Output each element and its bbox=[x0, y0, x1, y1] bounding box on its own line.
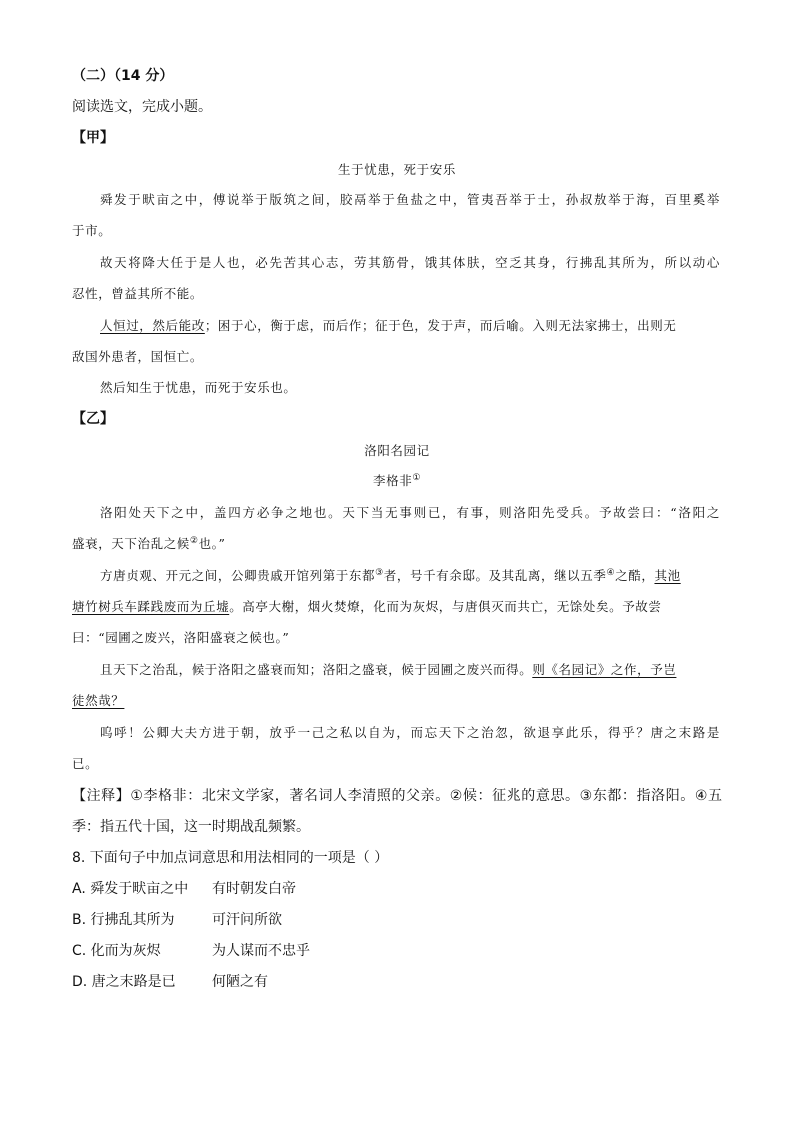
yi-para4-line2: 已。 bbox=[72, 756, 99, 771]
note-marker-3: ③ bbox=[375, 567, 384, 578]
yi-para2-line1 bbox=[100, 566, 750, 586]
yi-para2-line2 bbox=[72, 597, 722, 617]
note-marker-2: ② bbox=[189, 535, 199, 546]
note-marker-4: ④ bbox=[606, 567, 616, 578]
option-a-right: 有时朝发白帝 bbox=[212, 881, 296, 897]
option-d-right: 何陋之有 bbox=[212, 974, 268, 990]
yi-para1-end: 也。” bbox=[198, 536, 226, 551]
underlined-sentence-3a: 则《名园记》之作，予岂 bbox=[532, 662, 677, 677]
jia-para2-line1: 故天将降大任于是人也，必先苦其心志，劳其筋骨，饿其体肤，空乏其身，行拂乱其所为，所以动心 bbox=[100, 255, 720, 270]
yi-para1-line2 bbox=[72, 534, 722, 554]
yi-para2-text: 方唐贞观、开元之间，公卿贵戚开馆列第于东都 bbox=[100, 568, 376, 583]
option-a[interactable] bbox=[72, 879, 722, 899]
instruction: 阅读选文，完成小题。 bbox=[72, 99, 212, 115]
yi-para3-line2 bbox=[72, 691, 722, 711]
author-name: 李格非 bbox=[373, 473, 413, 488]
jia-para1-line2: 于市。 bbox=[72, 223, 112, 238]
passage-jia-title: 生于忧患，死于安乐 bbox=[338, 162, 456, 177]
underlined-sentence: 人恒过，然后能改 bbox=[100, 318, 205, 333]
notes-line2: 季：指五代十国，这一时期战乱频繁。 bbox=[72, 819, 310, 835]
yi-para4-line1: 呜呼！公卿大夫方进于朝，放乎一己之私以自为，而忘天下之治忽，欲退享此乐，得乎？唐之末路是 bbox=[100, 725, 720, 740]
jia-para3-rest: ；困于心，衡于虑，而后作；征于色，发于声，而后喻。入则无法家拂士，出则无 bbox=[204, 318, 677, 333]
yi-para1-line1: 洛阳处天下之中，盖四方必争之地也。天下当无事则已，有事，则洛阳先受兵。予故尝曰：“洛阳之 bbox=[100, 505, 720, 520]
passage-yi-author bbox=[72, 471, 722, 491]
option-c-right: 为人谋而不忠乎 bbox=[212, 943, 310, 959]
underlined-sentence-2b: 塘竹树兵车蹂践废而为丘墟 bbox=[72, 599, 230, 614]
underlined-sentence-2a: 其池 bbox=[654, 568, 681, 583]
yi-para2-mid: 者，号千有余邸。及其乱离，继以五季 bbox=[383, 568, 607, 583]
option-d[interactable] bbox=[72, 972, 722, 992]
jia-para2-line2: 忍性，曾益其所不能。 bbox=[72, 286, 204, 301]
yi-para2-rest: 。高亭大榭，烟火焚燎，化而为灰烬，与唐俱灭而共亡，无馀处矣。予故尝 bbox=[229, 599, 662, 614]
yi-para3-text: 且天下之治乱，候于洛阳之盛衰而知；洛阳之盛衰，候于园圃之废兴而得。 bbox=[100, 662, 533, 677]
yi-para2-mid2: 之酷， bbox=[615, 568, 655, 583]
yi-para3-line1 bbox=[100, 660, 750, 680]
author-note-marker: ① bbox=[412, 472, 421, 483]
option-b-left: B. 行拂乱其所为 bbox=[72, 912, 175, 928]
yi-para1-text: 盛衰，天下治乱之候 bbox=[72, 536, 190, 551]
passage-yi-title: 洛阳名园记 bbox=[364, 443, 430, 458]
option-c-left: C. 化而为灰烬 bbox=[72, 943, 161, 959]
option-c[interactable] bbox=[72, 941, 722, 961]
underlined-sentence-3b: 徒然哉？ bbox=[72, 693, 125, 708]
jia-para3-line2: 敌国外患者，国恒亡。 bbox=[72, 349, 204, 364]
yi-para2-line3: 曰：“园圃之废兴，洛阳盛衰之候也。” bbox=[72, 630, 290, 645]
jia-para3-line1 bbox=[100, 316, 750, 336]
question-stem: 8. 下面句子中加点词意思和用法相同的一项是（ ） bbox=[72, 850, 389, 866]
option-b-right: 可汗问所欲 bbox=[212, 912, 282, 928]
section-title: （二）（14 分） bbox=[72, 68, 174, 84]
jia-para1-line1: 舜发于畎亩之中，傅说举于版筑之间，胶鬲举于鱼盐之中，管夷吾举于士，孙叔敖举于海，百里奚举 bbox=[100, 192, 720, 207]
passage-jia-label: 【甲】 bbox=[72, 130, 114, 146]
notes-line1: 【注释】①李格非：北宋文学家，著名词人李清照的父亲。②候：征兆的意思。③东都：指洛阳。④五 bbox=[72, 788, 722, 804]
option-a-left: A. 舜发于畎亩之中 bbox=[72, 881, 189, 897]
option-d-left: D. 唐之末路是已 bbox=[72, 974, 176, 990]
option-b[interactable] bbox=[72, 910, 722, 930]
passage-yi-label: 【乙】 bbox=[72, 411, 114, 427]
jia-para4: 然后知生于忧患，而死于安乐也。 bbox=[100, 380, 297, 395]
